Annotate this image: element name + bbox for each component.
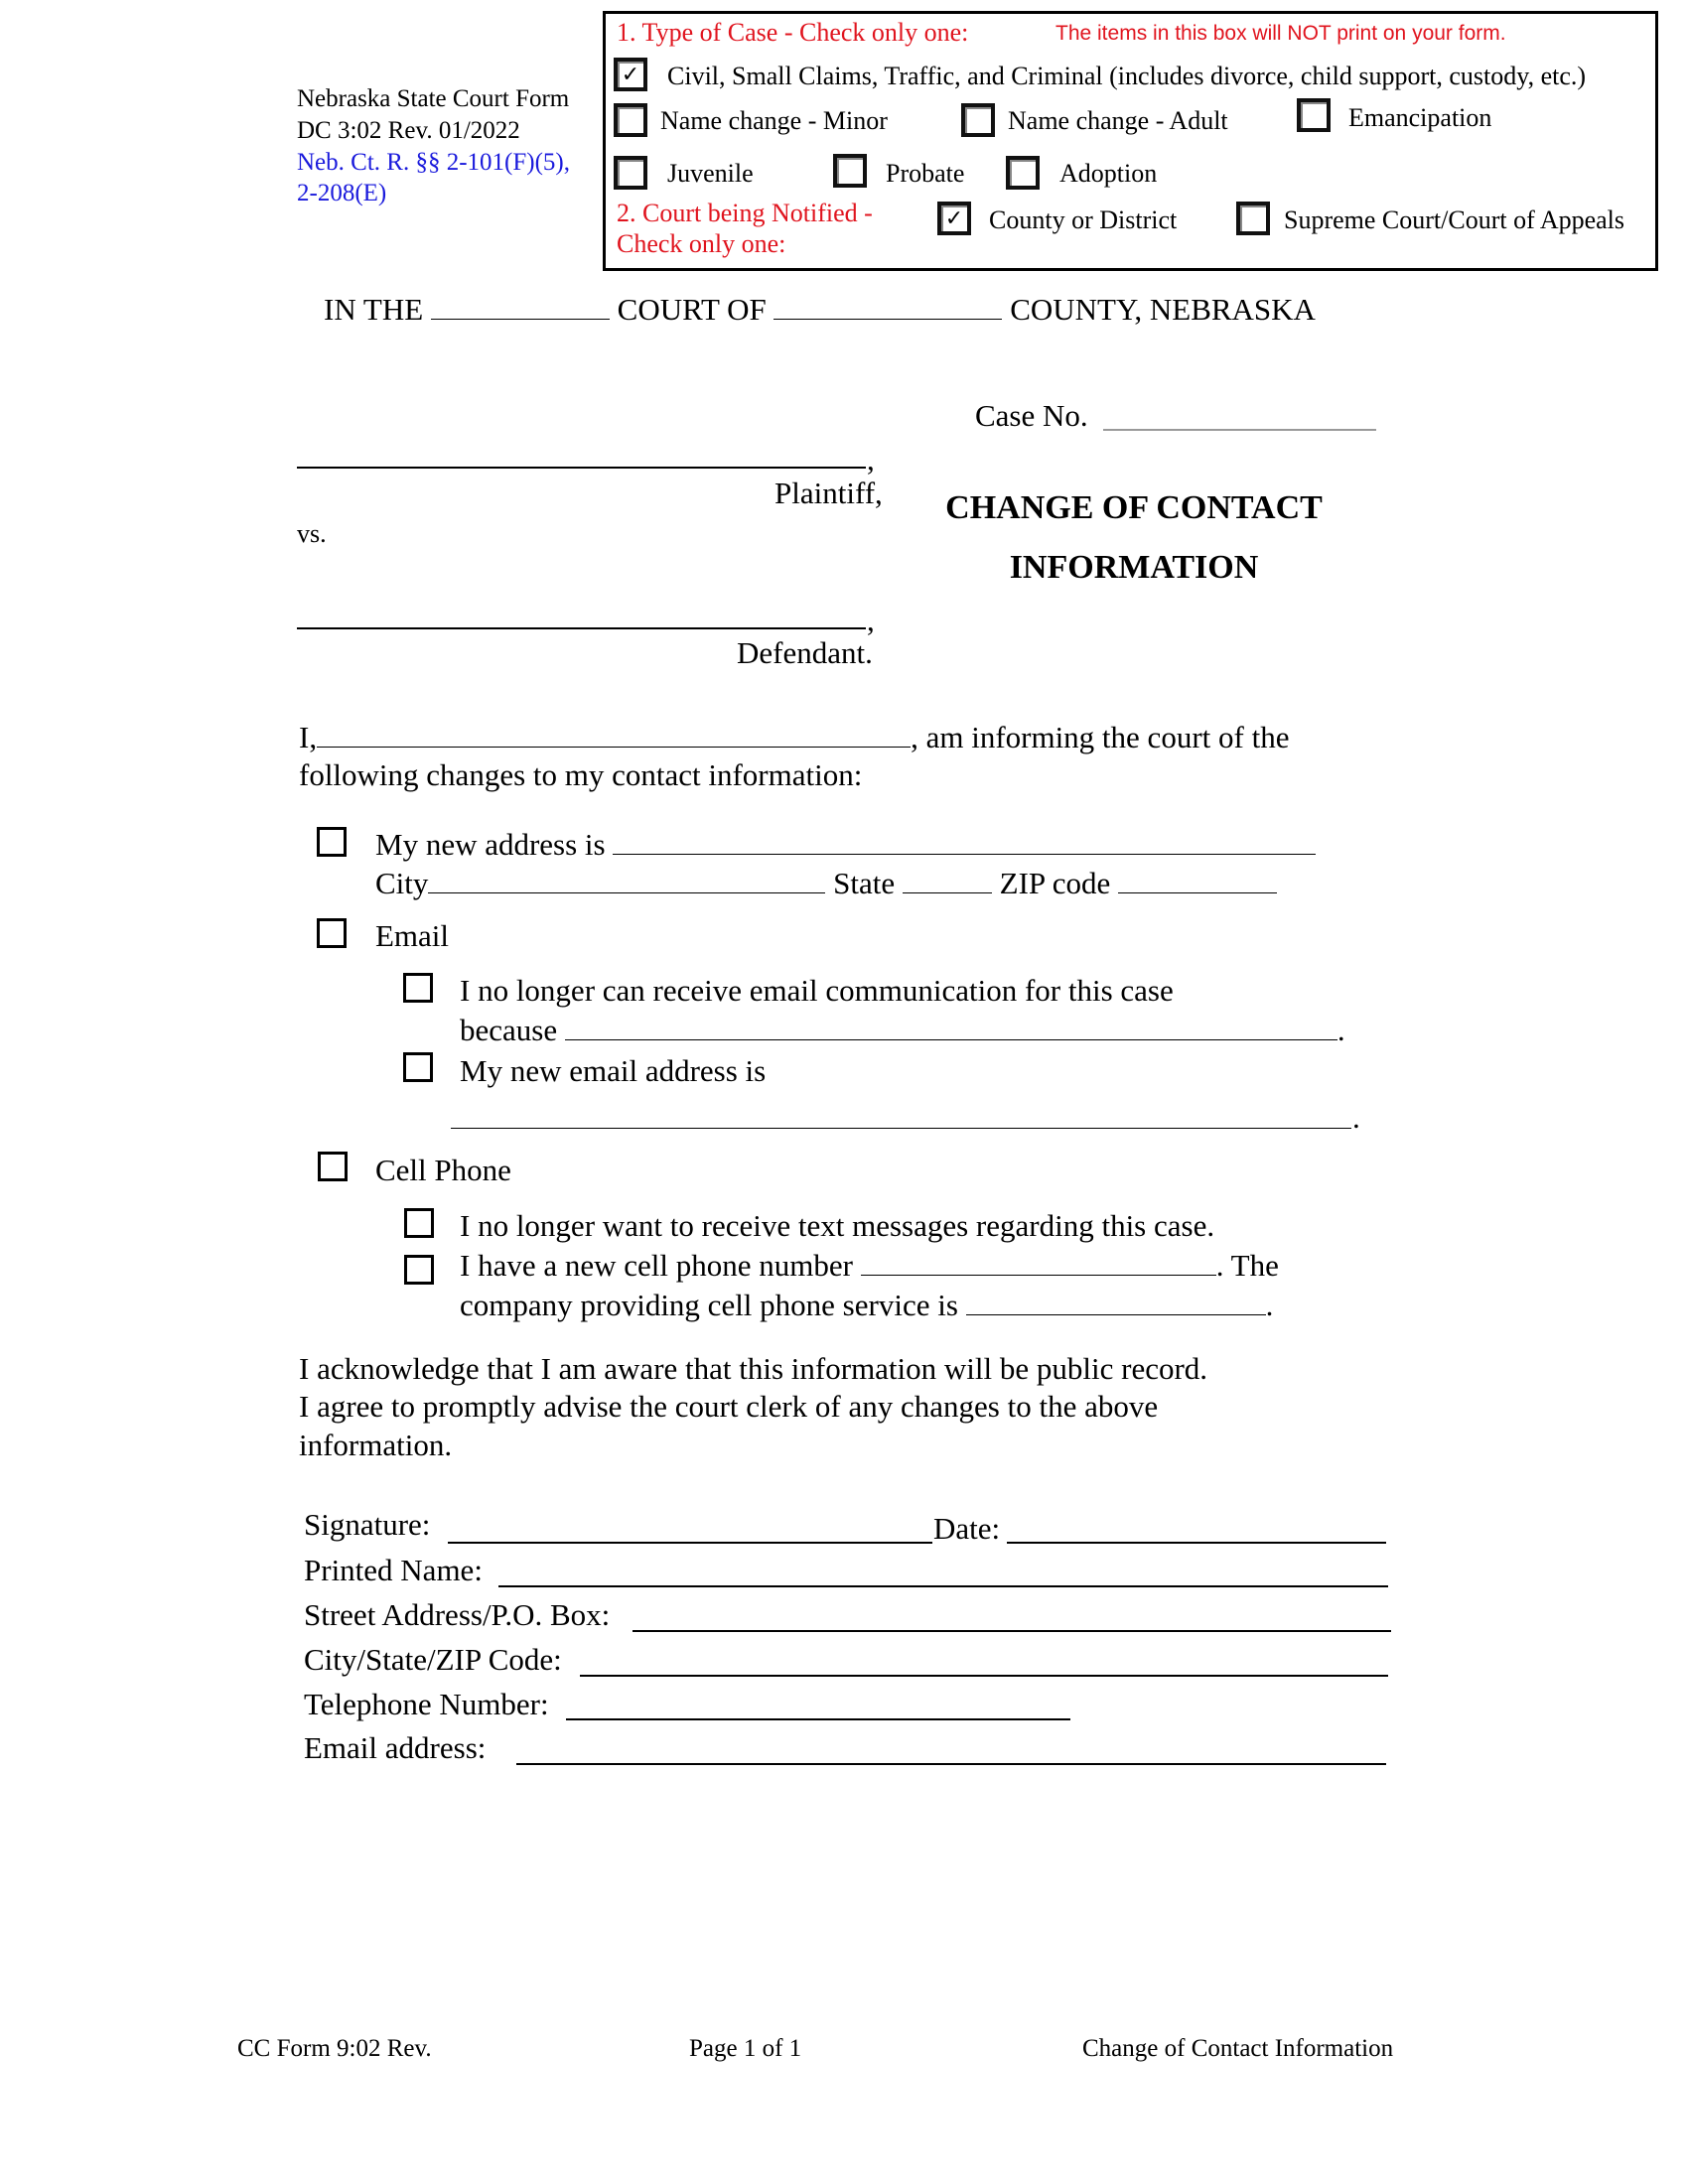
checkbox-new-email[interactable]: [403, 1052, 433, 1082]
court-notified-label: 2. Court being Notified -: [617, 199, 873, 227]
because-blank[interactable]: [565, 1038, 1337, 1040]
name-blank[interactable]: [317, 746, 911, 748]
intro-rest: , am informing the court of the: [911, 720, 1290, 754]
court-caption-line: [324, 294, 1316, 325]
label-name-change-adult: Name change - Adult: [1008, 106, 1228, 135]
acknowledgement-3: information.: [299, 1428, 453, 1462]
new-email-blank[interactable]: [451, 1128, 1351, 1129]
checkbox-new-number[interactable]: [404, 1255, 434, 1285]
zip-label: ZIP code: [999, 866, 1111, 900]
signature-blank[interactable]: [448, 1542, 932, 1544]
acknowledgement-2: I agree to promptly advise the court clerk of any changes to the above: [299, 1389, 1159, 1424]
court-rule-link[interactable]: Neb. Ct. R. §§ 2-101(F)(5),: [297, 149, 570, 176]
signature-label: Signature:: [304, 1507, 431, 1542]
new-address-line: [375, 829, 1316, 860]
city-state-zip-line: [375, 868, 1277, 898]
court-rule-link-cont[interactable]: 2-208(E): [297, 180, 387, 206]
checkbox-adoption[interactable]: [1006, 156, 1040, 190]
comma: ,: [867, 442, 875, 477]
company-line: [460, 1290, 1273, 1320]
checkbox-county-district[interactable]: [937, 202, 971, 235]
checkbox-no-email[interactable]: [403, 973, 433, 1003]
printed-name-blank[interactable]: [498, 1585, 1388, 1587]
no-email-text: I no longer can receive email communication for this case: [460, 973, 1174, 1008]
email-address-label: Email address:: [304, 1730, 487, 1765]
period: .: [1265, 1288, 1274, 1322]
date-label: Date:: [933, 1511, 1001, 1546]
form-revision: DC 3:02 Rev. 01/2022: [297, 117, 520, 144]
label-name-change-minor: Name change - Minor: [660, 106, 888, 135]
email-label: Email: [375, 918, 450, 953]
street-address-label: Street Address/P.O. Box:: [304, 1597, 611, 1632]
street-address-blank[interactable]: [633, 1630, 1391, 1632]
footer-title: Change of Contact Information: [1082, 2035, 1394, 2062]
check-icon: ✓: [621, 63, 640, 87]
plaintiff-label: Plaintiff,: [774, 476, 883, 510]
period: .: [1352, 1100, 1360, 1135]
checkbox-name-change-adult[interactable]: [961, 103, 995, 137]
case-number-label: Case No.: [975, 398, 1088, 433]
carrier-blank[interactable]: [966, 1313, 1266, 1315]
label-emancipation: Emancipation: [1348, 103, 1492, 132]
the-text: . The: [1215, 1248, 1279, 1283]
company-label: company providing cell phone service is: [460, 1288, 958, 1322]
defendant-name-blank[interactable]: [297, 627, 866, 629]
footer-page-number: Page 1 of 1: [689, 2035, 802, 2062]
footer-form-number: CC Form 9:02 Rev.: [237, 2035, 432, 2062]
zip-blank[interactable]: [1118, 891, 1277, 893]
case-number-blank[interactable]: [1103, 429, 1376, 431]
label-county-district: County or District: [989, 205, 1178, 234]
document-title-cont: INFORMATION: [1009, 549, 1259, 586]
cell-phone-label: Cell Phone: [375, 1153, 511, 1187]
county-name-blank[interactable]: [774, 318, 1002, 320]
acknowledgement-1: I acknowledge that I am aware that this information will be public record.: [299, 1351, 1208, 1386]
county-nebraska-text: COUNTY, NEBRASKA: [1010, 292, 1316, 327]
period: .: [1336, 1013, 1345, 1047]
telephone-label: Telephone Number:: [304, 1687, 549, 1721]
new-email-label: My new email address is: [460, 1053, 767, 1088]
no-print-notice: The items in this box will NOT print on your form.: [1055, 22, 1506, 45]
plaintiff-name-blank[interactable]: [297, 467, 866, 469]
label-civil: Civil, Small Claims, Traffic, and Criminal (includes divorce, child support, custody, etc.): [667, 62, 1587, 90]
checkbox-new-address[interactable]: [317, 827, 347, 857]
state-label: State: [833, 866, 896, 900]
checkbox-emancipation[interactable]: [1297, 98, 1331, 132]
checkbox-email[interactable]: [317, 918, 347, 948]
defendant-label: Defendant.: [737, 635, 873, 670]
vs-label: vs.: [297, 519, 327, 548]
new-address-label: My new address is: [375, 827, 606, 862]
checkbox-supreme-court[interactable]: [1236, 202, 1270, 235]
case-type-label: 1. Type of Case - Check only one:: [617, 18, 969, 47]
label-juvenile: Juvenile: [667, 159, 754, 188]
date-blank[interactable]: [1007, 1542, 1386, 1544]
checkbox-name-change-minor[interactable]: [614, 103, 647, 137]
new-number-label: I have a new cell phone number: [460, 1248, 853, 1283]
court-type-blank[interactable]: [431, 318, 610, 320]
state-blank[interactable]: [903, 891, 992, 893]
no-texts-text: I no longer want to receive text messages regarding this case.: [460, 1208, 1215, 1243]
city-label: City: [375, 866, 429, 900]
because-line: [460, 1015, 1345, 1045]
checkbox-juvenile[interactable]: [614, 156, 647, 190]
check-icon: ✓: [944, 206, 964, 231]
telephone-blank[interactable]: [566, 1718, 1070, 1720]
court-of-text: COURT OF: [617, 292, 767, 327]
address-blank[interactable]: [613, 853, 1316, 855]
new-number-line: [460, 1250, 1279, 1281]
checkbox-cell-phone[interactable]: [318, 1152, 348, 1181]
checkbox-civil[interactable]: [614, 58, 647, 91]
label-supreme-court: Supreme Court/Court of Appeals: [1284, 205, 1625, 234]
label-adoption: Adoption: [1059, 159, 1158, 188]
checkbox-probate[interactable]: [833, 154, 867, 188]
document-title: CHANGE OF CONTACT: [945, 489, 1323, 526]
intro-line-2: following changes to my contact information:: [299, 757, 863, 792]
printed-name-label: Printed Name:: [304, 1553, 483, 1587]
email-address-blank[interactable]: [516, 1763, 1386, 1765]
city-state-zip-label: City/State/ZIP Code:: [304, 1642, 562, 1677]
city-blank[interactable]: [428, 891, 825, 893]
checkbox-no-texts[interactable]: [404, 1208, 434, 1238]
comma: ,: [867, 603, 875, 637]
intro-line: [299, 722, 1289, 752]
phone-number-blank[interactable]: [861, 1274, 1216, 1276]
city-state-zip-blank[interactable]: [580, 1675, 1388, 1677]
because-label: because: [460, 1013, 558, 1047]
intro-i: I,: [299, 720, 318, 754]
court-notified-label-cont: Check only one:: [617, 229, 786, 258]
in-the-text: IN THE: [324, 292, 424, 327]
label-probate: Probate: [886, 159, 965, 188]
form-name: Nebraska State Court Form: [297, 85, 570, 112]
